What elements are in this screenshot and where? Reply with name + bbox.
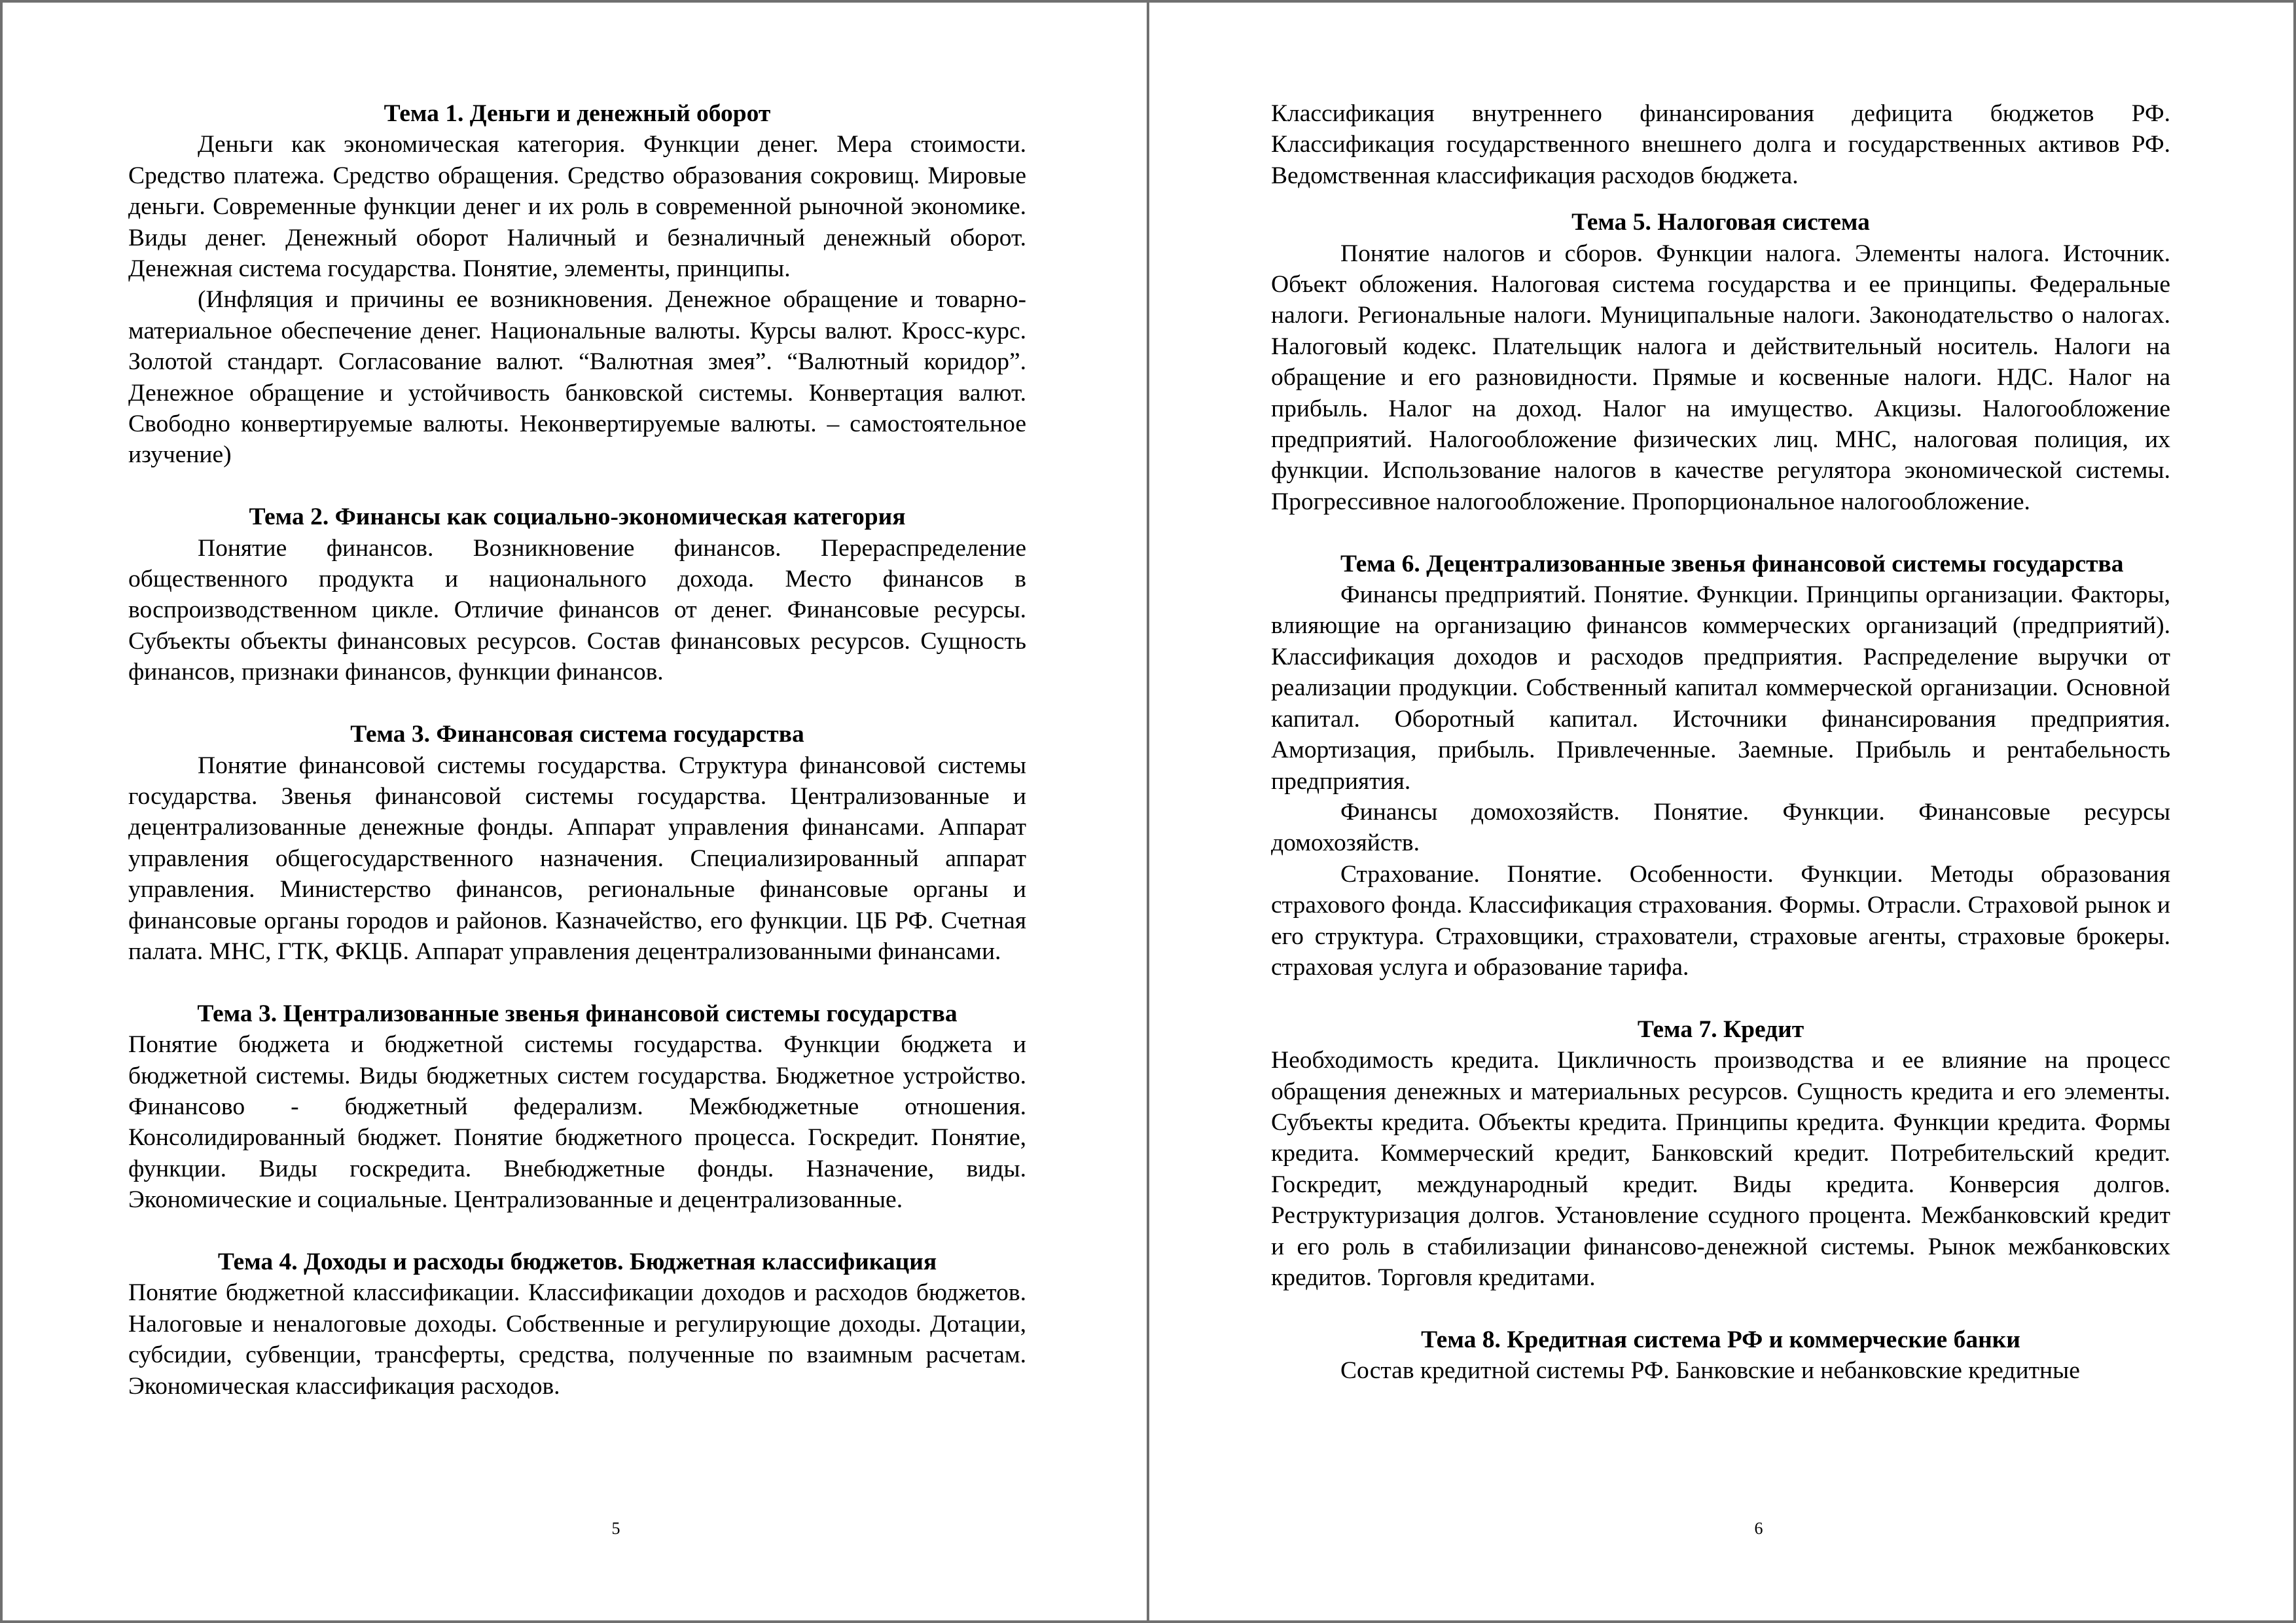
spacer (128, 1216, 1026, 1247)
topic2-heading: Тема 2. Финансы как социально-экономическая категория (249, 503, 906, 531)
page-number-right: 6 (1754, 1519, 1763, 1538)
page-right-content (1271, 98, 2170, 1387)
topic2-paragraph-1: Понятие финансов. Возникновение финансов. Перераспределение общественного продукта и национального дохода. Место финансов в воспроизводственном цикле. Отличие финансов от денег. Финансовые ресурсы. Субъекты объекты финансовых ресурсов. Состав финансовых ресурсов. Сущность финансов, признаки финансов, функции финансов. (128, 534, 1026, 686)
page-left-content (128, 98, 1026, 1402)
topic1-paragraph-1: Деньги как экономическая категория. Функции денег. Мера стоимости. Средство платежа. Средство обращения. Средство образования сокровищ. Мировые деньги. Современные функции денег и их роль в современной рыночной экономике. Виды денег. Денежный оборот Наличный и безналичный денежный оборот. Денежная система государства. Понятие, элементы, принципы. (128, 131, 1026, 283)
topic1-heading: Тема 1. Деньги и денежный оборот (384, 100, 771, 127)
spacer (1271, 517, 2170, 548)
spacer (1271, 983, 2170, 1013)
topic3b-paragraph-1: Понятие бюджета и бюджетной системы государства. Функции бюджета и бюджетной системы. Виды бюджетных систем государства. Бюджетное устройство. Финансово - бюджетный федерализм. Межбюджетные отношения. Консолидированный бюджет. Понятие бюджетного процесса. Госкредит. Понятие, функции. Виды госкредита. Внебюджетные фонды. Назначение, виды. Экономические и социальные. Централизованные и децентрализованные. (128, 1031, 1026, 1214)
topic7-paragraph-1: Необходимость кредита. Цикличность производства и ее влияние на процесс обращения денежных и материальных ресурсов. Сущность кредита и его элементы. Субъекты кредита. Объекты кредита. Принципы кредита. Функции кредита. Формы кредита. Коммерческий кредит, Банковский кредит. Потребительский кредит. Госкредит, международный кредит. Виды кредита. Конверсия долгов. Реструктуризация долгов. Установление ссудного процента. Межбанковский кредит и его роль в стабилизации финансово-денежной системы. Рынок межбанковских кредитов. Торговля кредитами. (1271, 1047, 2170, 1291)
topic7-heading: Тема 7. Кредит (1637, 1015, 1804, 1043)
topic6-paragraph-2: Финансы домохозяйств. Понятие. Функции. Финансовые ресурсы домохозяйств. (1271, 798, 2170, 857)
topic4-paragraph-1: Понятие бюджетной классификации. Классификации доходов и расходов бюджетов. Налоговые и неналоговые доходы. Собственные и регулирующие доходы. Дотации, субсидии, субвенции, трансферты, средства, полученные по взаимным расчетам. Экономическая классификация расходов. (128, 1279, 1026, 1400)
topic1-paragraph-2: (Инфляция и причины ее возникновения. Денежное обращение и товарно-материальное обеспечение денег. Национальные валюты. Курсы валют. Кросс-курс. Золотой стандарт. Согласование валют. “Валютная змея”. “Валютный коридор”. Денежное обращение и устойчивость банковской системы. Конвертация валют. Свободно конвертируемые валюты. Неконвертируемые валюты. – самостоятельное изучение) (128, 286, 1026, 469)
topic3a-heading: Тема 3. Финансовая система государства (350, 721, 804, 748)
topic3a-paragraph-1: Понятие финансовой системы государства. Структура финансовой системы государства. Звенья финансовой системы государства. Централизованные и децентрализованные денежные фонды. Аппарат управления финансами. Аппарат управления общегосударственного назначения. Специализированный аппарат управления. Министерство финансов, региональные финансовые органы и финансовые органы городов и районов. Казначейство, его функции. ЦБ РФ. Счетная палата. МНС, ГТК, ФКЦБ. Аппарат управления децентрализованными финансами. (128, 752, 1026, 965)
topic6-paragraph-3: Страхование. Понятие. Особенности. Функции. Методы образования страхового фонда. Классификация страхования. Формы. Отрасли. Страховой рынок и его структура. Страховщики, страхователи, страховые агенты, страховые брокеры. страховая услуга и образование тарифа. (1271, 860, 2170, 981)
spacer (1271, 1293, 2170, 1324)
page-number-left: 5 (611, 1519, 620, 1538)
topic3b-heading: Тема 3. Централизованные звенья финансовой системы государства (197, 1000, 958, 1027)
topic5-paragraph-1: Понятие налогов и сборов. Функции налога. Элементы налога. Источник. Объект обложения. Налоговая система государства и ее принципы. Федеральные налоги. Региональные налоги. Муниципальные налоги. Законодательство о налогах. Налоговый кодекс. Плательщик налога и действительный носитель. Налоги на обращение и его разновидности. Прямые и косвенные налоги. НДС. Налог на прибыль. Налог на доход. Налог на имущество. Акцизы. Налогообложение предприятий. Налогообложение физических лиц. МНС, налоговая полиция, их функции. Использование налогов в качестве регулятора экономической системы. Прогрессивное налогообложение. Пропорциональное налогообложение. (1271, 240, 2170, 515)
topic8-paragraph-1: Состав кредитной системы РФ. Банковские и небанковские кредитные (1340, 1357, 2080, 1385)
page-left (0, 0, 1147, 1623)
topic6-paragraph-1: Финансы предприятий. Понятие. Функции. Принципы организации. Факторы, влияющие на организацию финансов коммерческих организаций (предприятий). Классификация доходов и расходов предприятия. Распределение выручки от реализации продукции. Собственный капитал коммерческой организации. Основной капитал. Оборотный капитал. Источники финансирования предприятия. Амортизация, прибыль. Привлеченные. Заемные. Прибыль и рентабельность предприятия. (1271, 581, 2170, 795)
topic5-heading: Тема 5. Налоговая система (1571, 209, 1870, 236)
page-right (1149, 0, 2296, 1623)
spacer (1271, 191, 2170, 207)
spacer (128, 688, 1026, 719)
topic8-heading: Тема 8. Кредитная система РФ и коммерческие банки (1421, 1326, 2020, 1353)
spacer (128, 471, 1026, 501)
topic4-heading: Тема 4. Доходы и расходы бюджетов. Бюджетная классификация (217, 1248, 937, 1275)
topic6-heading: Тема 6. Децентрализованные звенья финансовой системы государства (1340, 550, 2124, 577)
continuation-paragraph: Классификация внутреннего финансирования дефицита бюджетов РФ. Классификация государственного внешнего долга и государственных активов РФ. Ведомственная классификация расходов бюджета. (1271, 100, 2170, 189)
spacer (128, 967, 1026, 998)
